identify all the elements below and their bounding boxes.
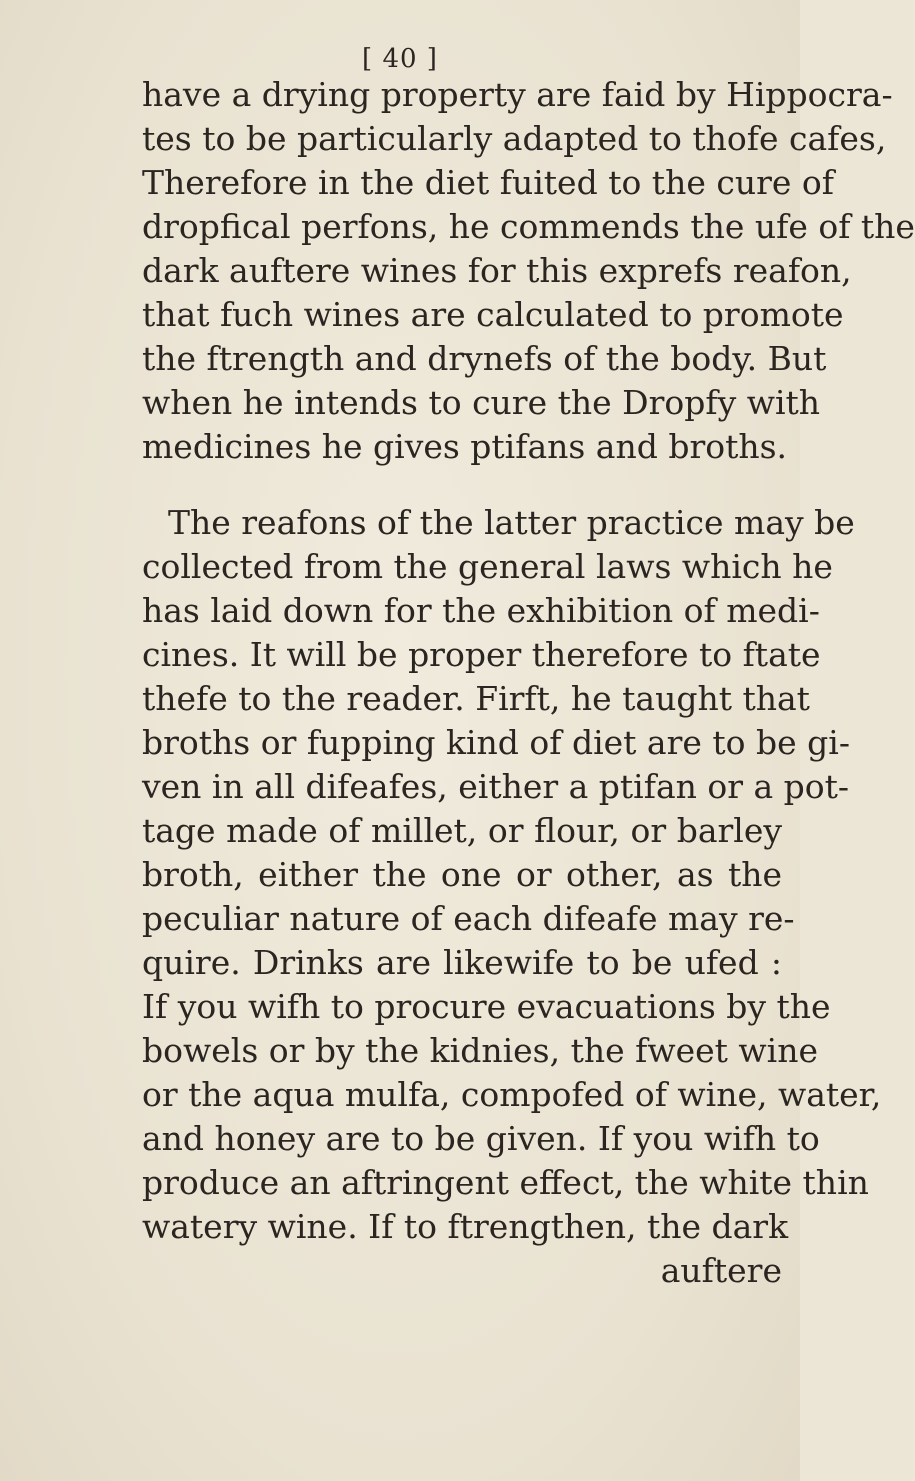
text-line: tage made of millet, or flour, or barley bbox=[142, 811, 782, 850]
text-line-first: The reafons of the latter practice may be bbox=[168, 503, 855, 542]
text-line: quire. Drinks are likewife to be ufed : bbox=[142, 943, 782, 982]
text-line: and honey are to be given. If you wifh to bbox=[142, 1119, 820, 1158]
text-line-last: medicines he gives ptifans and broths. bbox=[142, 427, 788, 466]
text-line: tes to be particularly adapted to thofe cafes, bbox=[142, 119, 887, 158]
text-line: the ftrength and drynefs of the body. But bbox=[142, 339, 827, 378]
text-line: produce an aftringent effect, the white thin bbox=[142, 1163, 869, 1202]
text-line: dropfical perfons, he commends the ufe of the bbox=[142, 207, 915, 246]
text-line: that fuch wines are calculated to promote bbox=[142, 295, 844, 334]
catchword: auftere bbox=[660, 1251, 782, 1290]
text-line: peculiar nature of each difeafe may re- bbox=[142, 899, 795, 938]
text-line: broths or fupping kind of diet are to be gi- bbox=[142, 723, 850, 762]
text-line: have a drying property are faid by Hippocra- bbox=[142, 75, 893, 114]
text-line: or the aqua mulfa, compofed of wine, water, bbox=[142, 1075, 882, 1114]
text-line: collected from the general laws which he bbox=[142, 547, 833, 586]
page-number: [ 40 ] bbox=[362, 44, 438, 74]
text-line: dark auftere wines for this exprefs reafon, bbox=[142, 251, 852, 290]
text-line: ven in all difeafes, either a ptifan or a pot- bbox=[142, 767, 850, 806]
text-line: If you wifh to procure evacuations by the bbox=[142, 987, 831, 1026]
text-line: bowels or by the kidnies, the fweet wine bbox=[142, 1031, 818, 1070]
text-line: cines. It will be proper therefore to ftate bbox=[142, 635, 821, 674]
text-line: when he intends to cure the Dropfy with bbox=[142, 383, 821, 422]
text-line: watery wine. If to ftrengthen, the dark bbox=[142, 1207, 789, 1246]
text-line: thefe to the reader. Firft, he taught that bbox=[142, 679, 810, 718]
text-line: has laid down for the exhibition of medi- bbox=[142, 591, 820, 630]
text-line: Therefore in the diet fuited to the cure of bbox=[142, 163, 834, 202]
text-line: broth, either the one or other, as the bbox=[142, 855, 782, 894]
